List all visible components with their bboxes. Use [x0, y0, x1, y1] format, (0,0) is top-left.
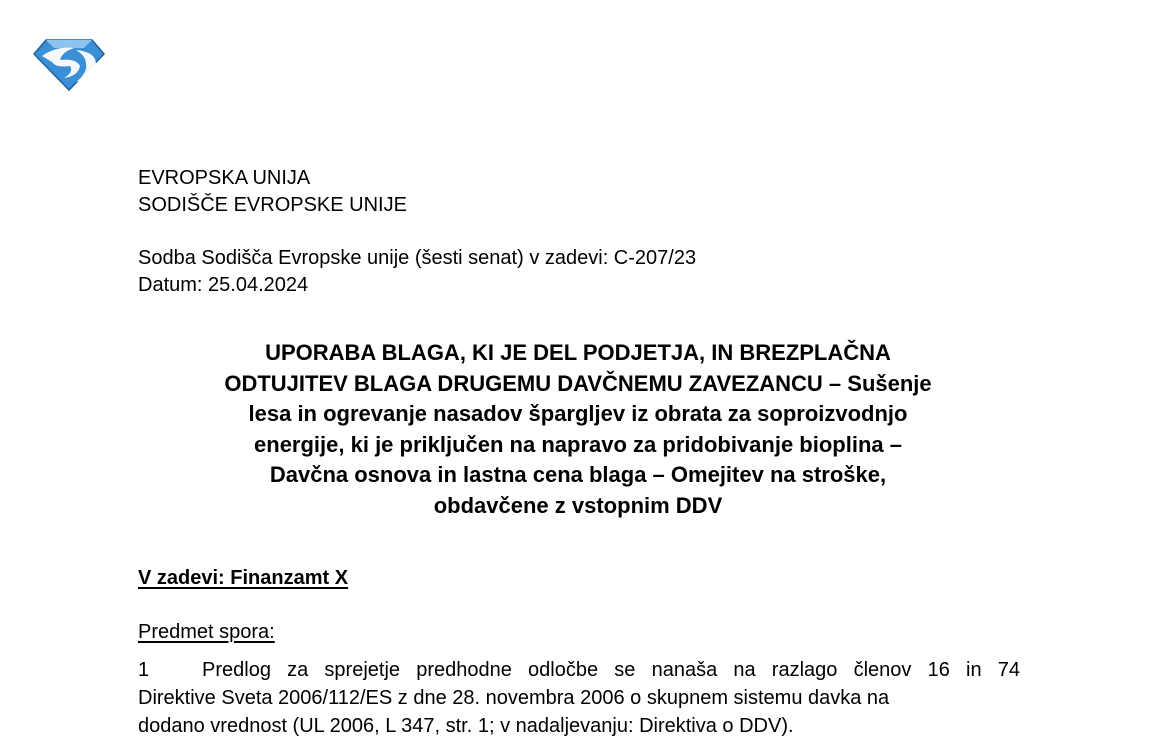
paragraph-text: Predlog za sprejetje predhodne odločbe se nanaša na razlago členov 16 in 74: [202, 659, 1020, 681]
title-line: lesa in ogrevanje nasadov špargljev iz obrata za soproizvodnjo: [248, 401, 908, 427]
judgment-title: [138, 338, 1018, 522]
subject-heading: Predmet spora:: [138, 621, 275, 643]
paragraph-line: Direktive Sveta 2006/112/ES z dne 28. novembra 2006 o skupnem sistemu davka na: [138, 687, 890, 709]
title-line: Davčna osnova in lastna cena blaga – Omejitev na stroške,: [269, 462, 887, 488]
title-line: energije, ki je priključen na napravo za pridobivanje bioplina –: [254, 431, 902, 457]
parties-heading: V zadevi: Finanzamt X: [138, 567, 349, 589]
header-court: SODIŠČE EVROPSKE UNIJE: [138, 194, 407, 216]
paragraph-1: [138, 656, 1020, 740]
court-logo-icon: [32, 34, 106, 92]
title-line: ODTUJITEV BLAGA DRUGEMU DAVČNEMU ZAVEZANCU – Sušenje: [224, 370, 932, 396]
paragraph-number: 1: [138, 659, 150, 681]
paragraph-line: dodano vrednost (UL 2006, L 347, str. 1; v nadaljevanju: Direktiva o DDV).: [138, 715, 794, 737]
case-date: Datum: 25.04.2024: [138, 274, 309, 296]
court-logo: [32, 34, 106, 92]
title-line: obdavčene z vstopnim DDV: [433, 492, 723, 518]
title-line: UPORABA BLAGA, KI JE DEL PODJETJA, IN BREZPLAČNA: [265, 340, 891, 365]
paragraph-line: [138, 656, 1020, 684]
case-judgment: Sodba Sodišča Evropske unije (šesti senat) v zadevi: C-207/23: [138, 247, 697, 269]
header-eu: EVROPSKA UNIJA: [138, 167, 311, 189]
